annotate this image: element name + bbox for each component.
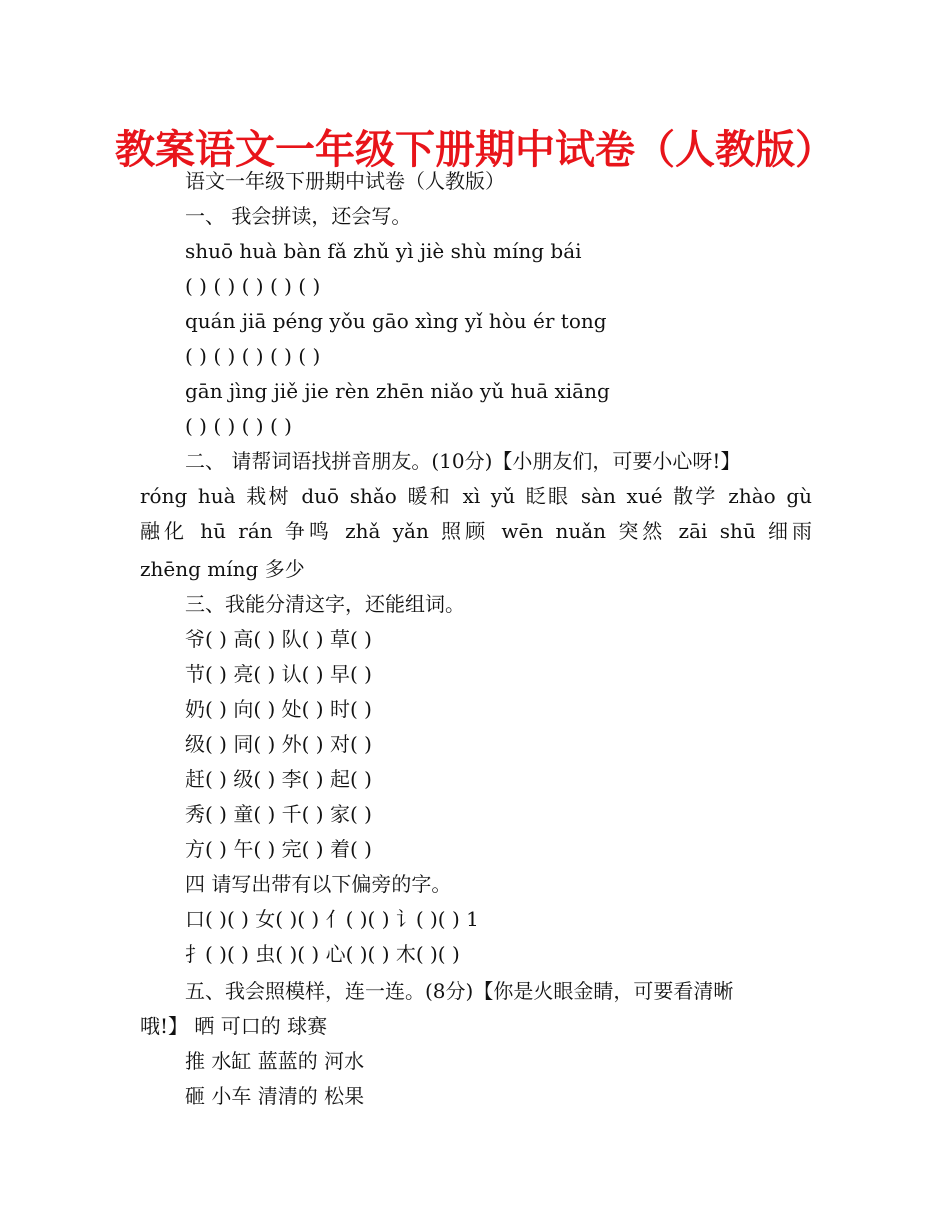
section-4-row-2: 扌( )( ) 虫( )( ) 心( )( ) 木( )( ) <box>185 942 460 966</box>
section-3-row: 爷( ) 高( ) 队( ) 草( ) <box>185 627 372 651</box>
section-3-row: 奶( ) 向( ) 处( ) 时( ) <box>185 697 372 721</box>
section-5-continuation: 哦!】 晒 可口的 球赛 <box>140 1014 328 1038</box>
document-title: 教案语文一年级下册期中试卷（人教版） <box>115 127 835 173</box>
pinyin-line-2: quán jiā péng yǒu gāo xìng yǐ hòu ér tong <box>185 309 607 333</box>
section-2-line-2: 融化 hū rán 争鸣 zhǎ yǎn 照顾 wēn nuǎn 突然 zāi shū 细雨 <box>140 519 812 543</box>
section-3-row: 方( ) 午( ) 完( ) 着( ) <box>185 837 372 861</box>
section-1-heading: 一、 我会拼读，还会写。 <box>185 204 412 228</box>
section-5-row-2: 砸 小车 清清的 松果 <box>185 1084 365 1108</box>
section-3-row: 赶( ) 级( ) 李( ) 起( ) <box>185 767 372 791</box>
brackets-line-1: ( ) ( ) ( ) ( ) ( ) <box>185 274 321 298</box>
section-5-heading: 五、我会照模样，连一连。(8分)【你是火眼金睛，可要看清晰 <box>185 979 734 1003</box>
section-3-heading: 三、我能分清这字，还能组词。 <box>185 592 465 616</box>
brackets-line-3: ( ) ( ) ( ) ( ) <box>185 414 292 438</box>
pinyin-line-3: gān jìng jiě jie rèn zhēn niǎo yǔ huā xiāng <box>185 379 610 403</box>
subtitle: 语文一年级下册期中试卷（人教版） <box>185 169 505 193</box>
section-2-line-3: zhēng míng 多少 <box>140 557 305 581</box>
section-5-row-1: 推 水缸 蓝蓝的 河水 <box>185 1049 365 1073</box>
section-4-row-1: 口( )( ) 女( )( ) 亻( )( ) 讠( )( ) 1 <box>185 907 479 931</box>
section-4-heading: 四 请写出带有以下偏旁的字。 <box>185 872 452 896</box>
section-3-row: 节( ) 亮( ) 认( ) 早( ) <box>185 662 372 686</box>
section-3-row: 级( ) 同( ) 外( ) 对( ) <box>185 732 372 756</box>
brackets-line-2: ( ) ( ) ( ) ( ) ( ) <box>185 344 321 368</box>
section-2-line-1: róng huà 栽树 duō shǎo 暖和 xì yǔ 眨眼 sàn xué 散学 zhào gù <box>140 484 812 508</box>
pinyin-line-1: shuō huà bàn fǎ zhǔ yì jiè shù míng bái <box>185 239 582 263</box>
section-3-row: 秀( ) 童( ) 千( ) 家( ) <box>185 802 372 826</box>
section-2-heading: 二、 请帮词语找拼音朋友。(10分)【小朋友们，可要小心呀!】 <box>185 449 741 473</box>
